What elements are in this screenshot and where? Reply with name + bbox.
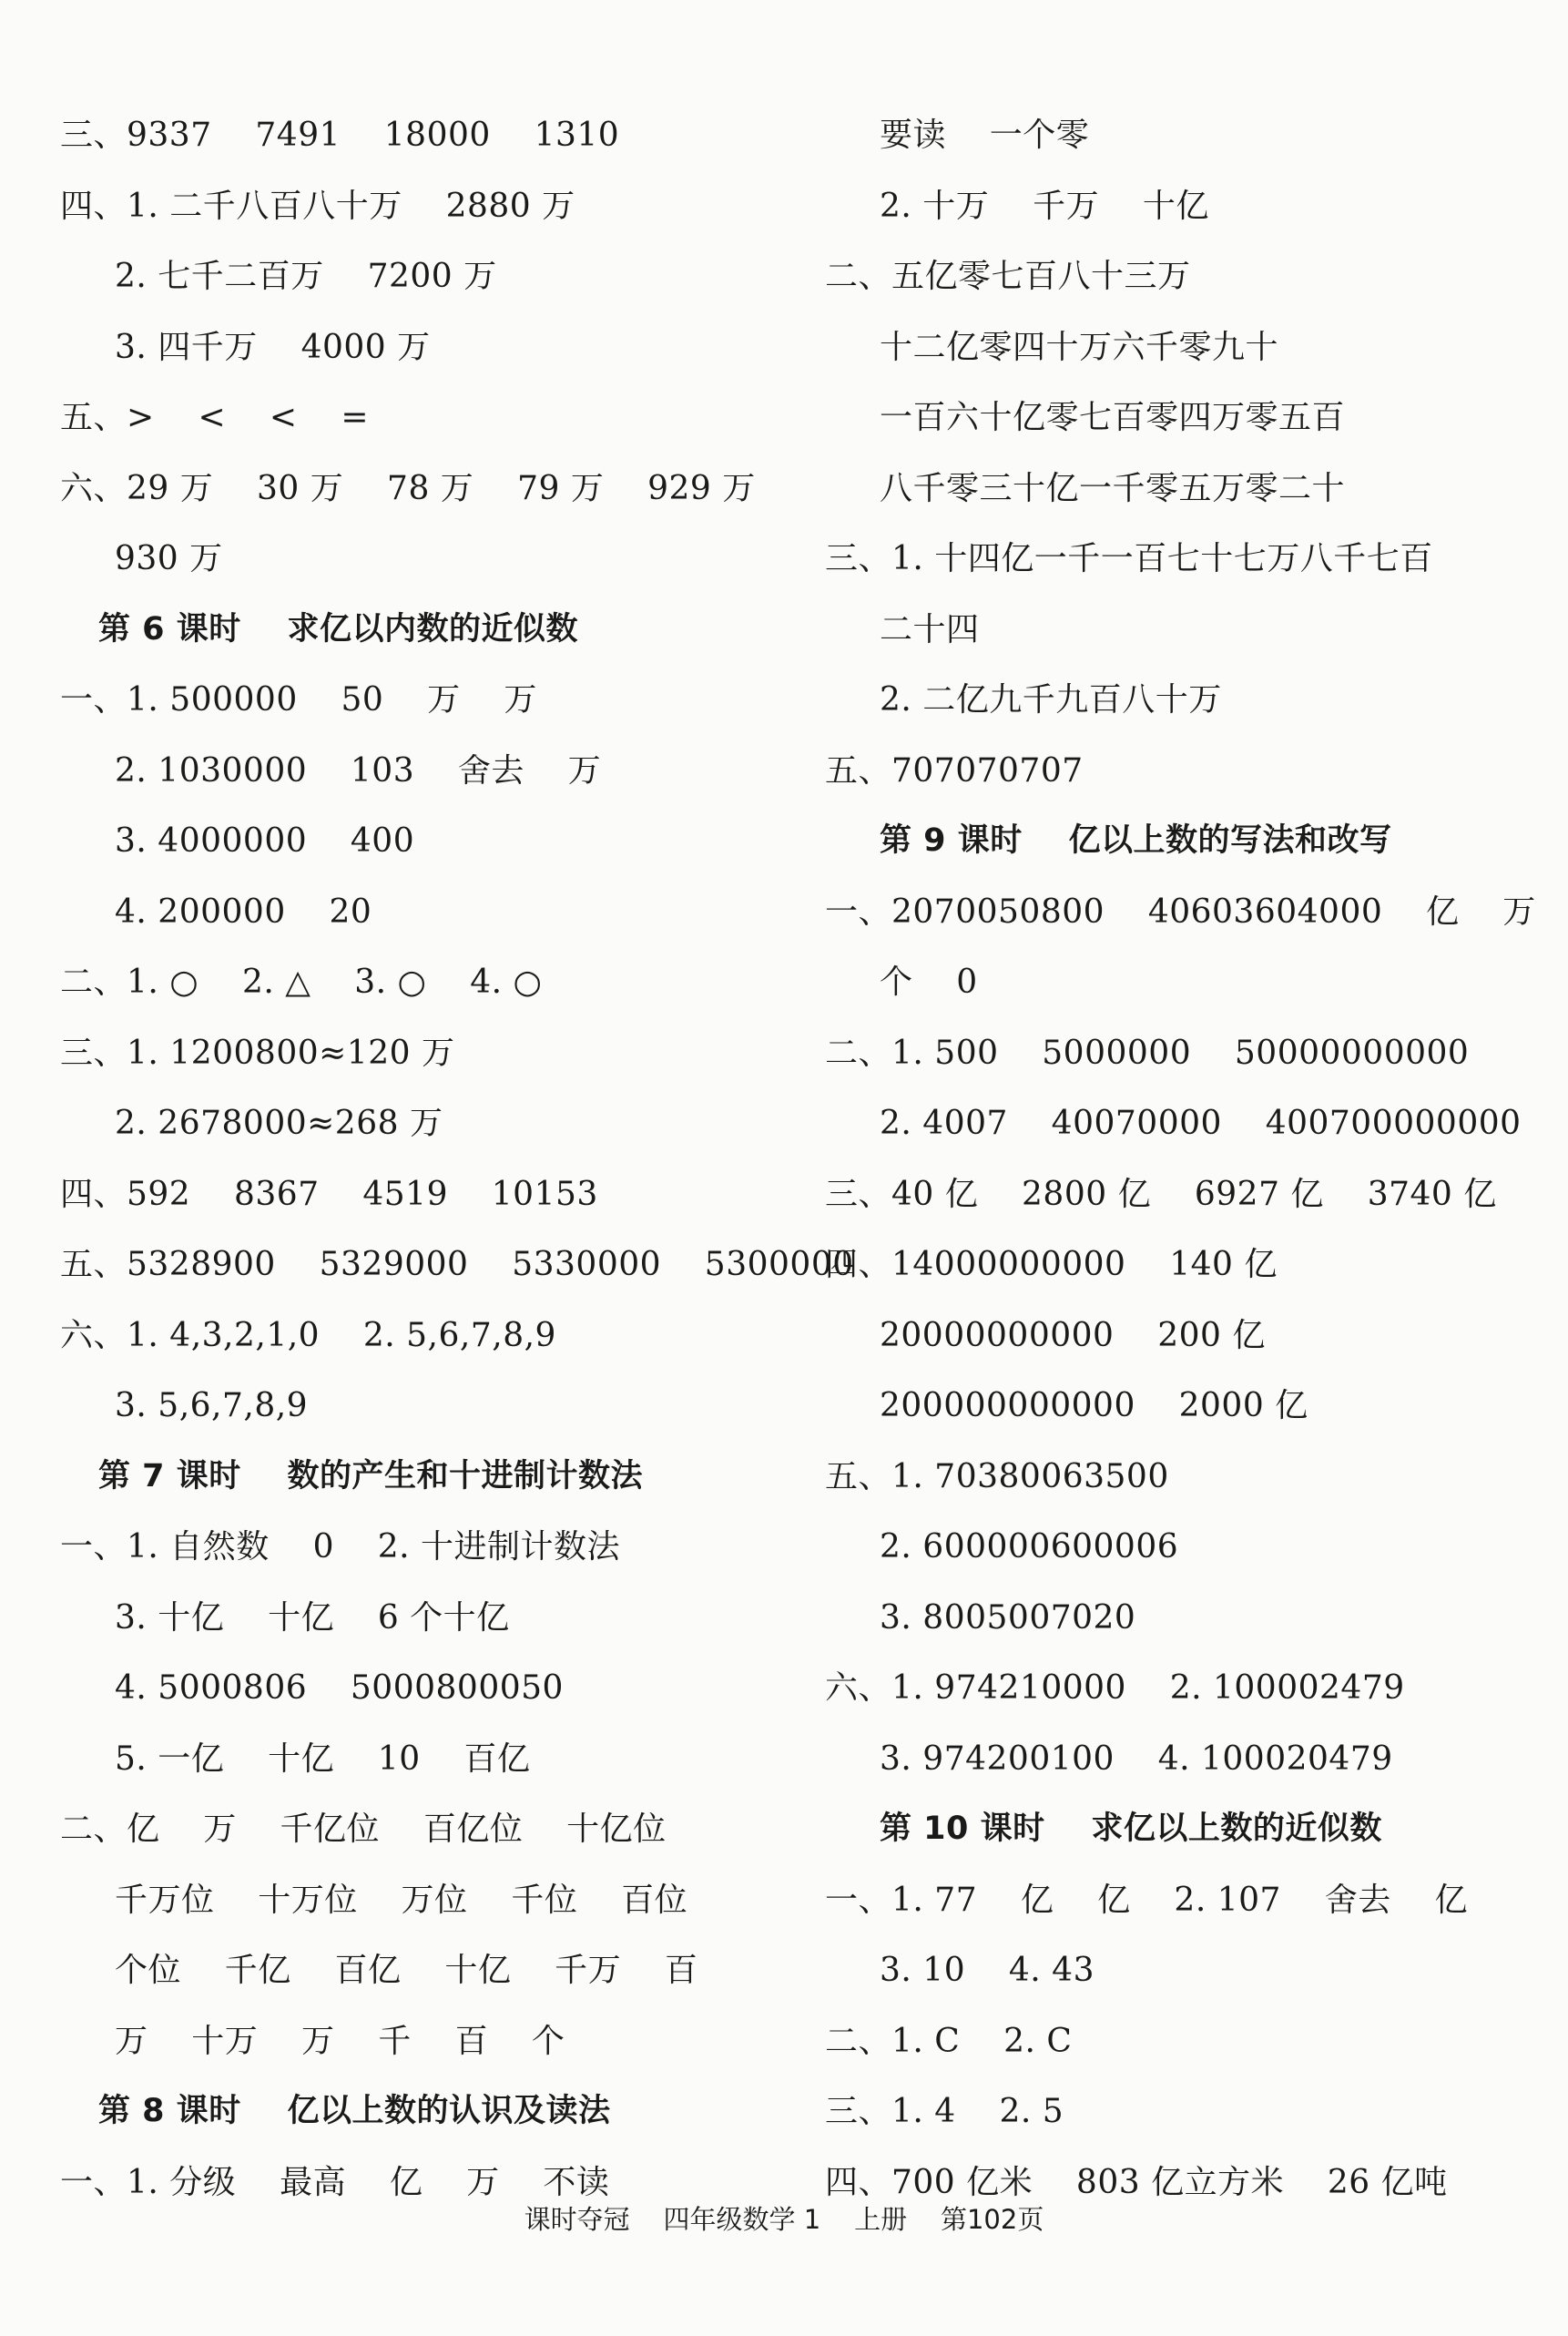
answer-line: 五、> < < = [60,399,369,436]
answer-line: 930 万 [115,540,223,577]
answer-line: 四、1. 二千八百八十万 2880 万 [60,187,575,225]
answer-line: 二、1. 500 5000000 50000000000 [825,1034,1470,1072]
answer-line: 二、1. C 2. C [825,2022,1073,2060]
answer-line: 个位 千亿 百亿 十亿 千万 百 [115,1952,698,1989]
answer-line: 要读 一个零 [880,117,1090,154]
answer-line: 五、707070707 [825,751,1084,790]
answer-line: 2. 600000600006 [880,1528,1179,1566]
answer-line: 三、1. 1200800≈120 万 [60,1034,455,1072]
lesson-heading: 第 10 课时 求亿以上数的近似数 [880,1811,1382,1847]
answer-line: 五、5328900 5329000 5330000 5300000 [60,1246,854,1283]
answer-line: 五、1. 70380063500 [825,1457,1169,1495]
lesson-heading: 第 8 课时 亿以上数的认识及读法 [98,2093,611,2129]
right-column [825,100,1536,2218]
answer-line: 十二亿零四十万六千零九十 [880,328,1279,366]
answer-line: 3. 8005007020 [880,1598,1136,1637]
answer-line: 四、592 8367 4519 10153 [60,1175,598,1213]
answer-line: 一、1. 分级 最高 亿 万 不读 [60,2163,610,2201]
answer-line: 个 0 [880,964,978,1001]
answer-line: 四、700 亿米 803 亿立方米 26 亿吨 [825,2163,1448,2201]
answer-line: 六、1. 4,3,2,1,0 2. 5,6,7,8,9 [60,1316,556,1354]
answer-line: 5. 一亿 十亿 10 百亿 [115,1739,531,1778]
answer-line: 三、9337 7491 18000 1310 [60,117,620,154]
answer-line: 二、五亿零七百八十三万 [825,258,1191,295]
answer-line: 3. 5,6,7,8,9 [115,1387,309,1424]
answer-line: 一、2070050800 40603604000 亿 万 [825,893,1536,931]
answer-line: 八千零三十亿一千零五万零二十 [880,469,1346,507]
answer-line: 千万位 十万位 万位 千位 百位 [115,1881,688,1919]
answer-line: 二十四 [880,610,980,648]
answer-line: 3. 4000000 400 [115,822,415,860]
answer-line: 4. 5000806 5000800050 [115,1669,564,1707]
answer-line: 六、1. 974210000 2. 100002479 [825,1669,1405,1707]
answer-line: 2. 2678000≈268 万 [115,1105,443,1142]
answer-line: 2. 十万 千万 十亿 [880,187,1209,225]
answer-line: 一、1. 77 亿 亿 2. 107 舍去 亿 [825,1881,1468,1919]
answer-line: 六、29 万 30 万 78 万 79 万 929 万 [60,469,756,507]
answer-line: 三、1. 十四亿一千一百七十七万八千七百 [825,540,1433,577]
answer-line: 一、1. 500000 50 万 万 [60,681,537,719]
page-footer: 课时夺冠 四年级数学 1 上册 第102页 [524,2204,1044,2235]
answer-line: 3. 974200100 4. 100020479 [880,1739,1393,1778]
answer-line: 2. 二亿九千九百八十万 [880,681,1222,719]
lesson-heading: 第 9 课时 亿以上数的写法和改写 [880,822,1392,859]
answer-line: 三、1. 4 2. 5 [825,2093,1064,2130]
answer-line: 200000000000 2000 亿 [880,1387,1308,1424]
answer-line: 一、1. 自然数 0 2. 十进制计数法 [60,1528,621,1566]
lesson-heading: 第 7 课时 数的产生和十进制计数法 [98,1457,643,1494]
answer-line: 一百六十亿零七百零四万零五百 [880,399,1346,436]
answer-line: 二、1. ○ 2. △ 3. ○ 4. ○ [60,964,543,1001]
answer-line: 4. 200000 20 [115,893,372,931]
lesson-heading: 第 6 课时 求亿以内数的近似数 [98,610,578,648]
answer-line: 20000000000 200 亿 [880,1316,1266,1354]
answer-line: 二、亿 万 千亿位 百亿位 十亿位 [60,1811,667,1848]
answer-line: 3. 十亿 十亿 6 个十亿 [115,1598,510,1637]
answer-line: 三、40 亿 2800 亿 6927 亿 3740 亿 [825,1175,1497,1213]
answer-line: 2. 4007 40070000 400700000000 [880,1105,1522,1142]
left-column [60,100,854,2218]
answer-line: 万 十万 万 千 百 个 [115,2022,565,2060]
answer-line: 2. 七千二百万 7200 万 [115,258,497,295]
answer-line: 2. 1030000 103 舍去 万 [115,751,602,790]
answer-line: 四、14000000000 140 亿 [825,1246,1278,1283]
answer-line: 3. 四千万 4000 万 [115,328,431,366]
answer-line: 3. 10 4. 43 [880,1952,1095,1989]
